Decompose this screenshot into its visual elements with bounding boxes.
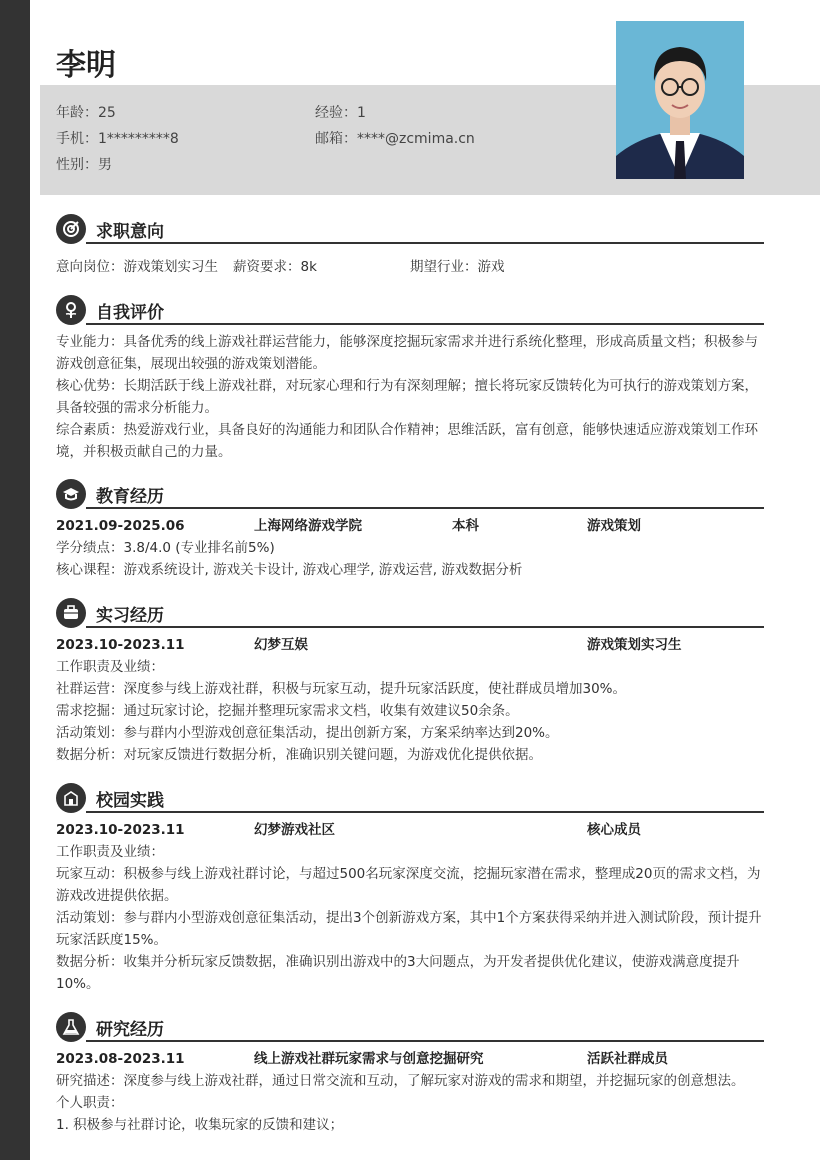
- section-title: 自我评价: [96, 303, 164, 323]
- desired-position: 意向岗位：游戏策划实习生: [56, 259, 218, 275]
- intern-line: 工作职责及业绩：: [56, 659, 164, 675]
- company: 幻梦互娱: [254, 637, 308, 653]
- intern-line: 社群运营：深度参与线上游戏社群，积极与玩家互动，提升玩家活跃度，使社群成员增加30%。: [56, 681, 627, 697]
- role: 核心成员: [587, 822, 641, 838]
- phone: 手机：1*********8: [56, 131, 179, 147]
- campus-line: 数据分析：收集并分析玩家反馈数据，准确识别出游戏中的3大问题点，为开发者提供优化建议，使游戏满意度提升10%。: [56, 954, 740, 992]
- experience: 经验：1: [315, 105, 366, 121]
- section-title: 教育经历: [96, 487, 164, 507]
- candidate-name: 李明: [56, 48, 116, 83]
- school: 上海网络游戏学院: [254, 518, 362, 534]
- section-internship: [56, 598, 764, 766]
- edu-line: 学分绩点：3.8/4.0 (专业排名前5%): [56, 540, 275, 556]
- role: 活跃社群成员: [587, 1051, 668, 1067]
- self-line: 专业能力：具备优秀的线上游戏社群运营能力，能够深度挖掘玩家需求并进行系统化整理，形成高质量文档；积极参与游戏创意征集，展现出较强的游戏策划潜能。: [56, 334, 758, 372]
- gender: 性别：男: [56, 157, 112, 173]
- section-title: 研究经历: [96, 1020, 164, 1040]
- building-icon: [56, 783, 86, 813]
- section-self-evaluation: [56, 295, 764, 463]
- research-line: 1. 积极参与社群讨论，收集玩家的反馈和建议；: [56, 1117, 344, 1133]
- divider: [86, 507, 764, 509]
- degree: 本科: [452, 518, 479, 534]
- campus-line: 工作职责及业绩：: [56, 844, 164, 860]
- profile-photo: [616, 21, 744, 179]
- age: 年龄：25: [56, 105, 116, 121]
- intern-date: 2023.10-2023.11: [56, 637, 185, 653]
- divider: [86, 242, 764, 244]
- section-title: 实习经历: [96, 606, 164, 626]
- flower-icon: [56, 295, 86, 325]
- research-date: 2023.08-2023.11: [56, 1051, 185, 1067]
- campus-date: 2023.10-2023.11: [56, 822, 185, 838]
- target-icon: [56, 214, 86, 244]
- research-line: 研究描述：深度参与线上游戏社群，通过日常交流和互动，了解玩家对游戏的需求和期望，并挖掘玩家的创意想法。: [56, 1073, 745, 1089]
- graduation-cap-icon: [56, 479, 86, 509]
- edu-line: 核心课程：游戏系统设计, 游戏关卡设计, 游戏心理学, 游戏运营, 游戏数据分析: [56, 562, 523, 578]
- section-job-intent: [56, 214, 764, 278]
- intern-line: 数据分析：对玩家反馈进行数据分析，准确识别关键问题，为游戏优化提供依据。: [56, 747, 542, 763]
- section-title: 求职意向: [96, 222, 164, 242]
- divider: [86, 626, 764, 628]
- edu-date: 2021.09-2025.06: [56, 518, 185, 534]
- research-line: 个人职责：: [56, 1095, 124, 1111]
- email: 邮箱：****@zcmima.cn: [315, 131, 475, 147]
- left-accent-bar: [0, 0, 30, 1160]
- section-research: [56, 1012, 764, 1136]
- divider: [86, 1040, 764, 1042]
- industry: 期望行业：游戏: [410, 259, 505, 275]
- campus-line: 活动策划：参与群内小型游戏创意征集活动，提出3个创新游戏方案，其中1个方案获得采纳并进入测试阶段，预计提升玩家活跃度15%。: [56, 910, 762, 948]
- flask-icon: [56, 1012, 86, 1042]
- role: 游戏策划实习生: [587, 637, 682, 653]
- section-title: 校园实践: [96, 791, 164, 811]
- intern-line: 活动策划：参与群内小型游戏创意征集活动，提出创新方案，方案采纳率达到20%。: [56, 725, 559, 741]
- major: 游戏策划: [587, 518, 641, 534]
- campus-line: 玩家互动：积极参与线上游戏社群讨论，与超过500名玩家深度交流，挖掘玩家潜在需求，整理成20页的需求文档，为游戏改进提供依据。: [56, 866, 761, 904]
- self-line: 综合素质：热爱游戏行业，具备良好的沟通能力和团队合作精神；思维活跃，富有创意，能够快速适应游戏策划工作环境，并积极贡献自己的力量。: [56, 422, 758, 460]
- divider: [86, 811, 764, 813]
- divider: [86, 323, 764, 325]
- section-campus-practice: [56, 783, 764, 995]
- intern-line: 需求挖掘：通过玩家讨论，挖掘并整理玩家需求文档，收集有效建议50余条。: [56, 703, 519, 719]
- briefcase-icon: [56, 598, 86, 628]
- organization: 幻梦游戏社区: [254, 822, 335, 838]
- research-project: 线上游戏社群玩家需求与创意挖掘研究: [254, 1051, 484, 1067]
- salary: 薪资要求：8k: [233, 259, 317, 275]
- section-education: [56, 479, 764, 581]
- self-line: 核心优势：长期活跃于线上游戏社群，对玩家心理和行为有深刻理解；擅长将玩家反馈转化为可执行的游戏策划方案，具备较强的需求分析能力。: [56, 378, 758, 416]
